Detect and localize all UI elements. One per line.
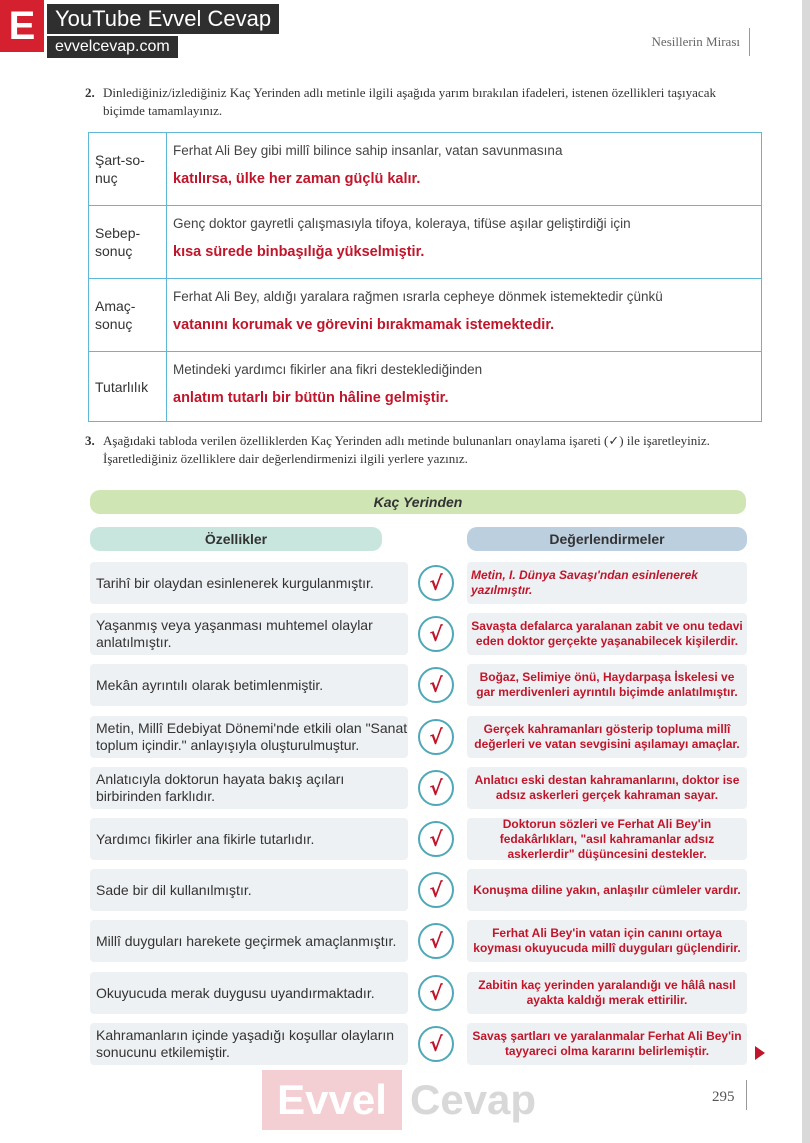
question-text-line1: Aşağıdaki tabloda verilen özelliklerden Kaç Yerinden adlı metinde bulunanları onaylama işareti (✓) ile işaretleyiniz. [103, 433, 710, 448]
row-answer: katılırsa, ülke her zaman güçlü kalır. [173, 171, 421, 187]
checkmark-glyph: √ [429, 878, 443, 902]
feature-cell: Mekân ayrıntılı olarak betimlenmiştir. [90, 664, 408, 706]
feature-cell: Kahramanların içinde yaşadığı koşullar olayların sonucunu etkilemiştir. [90, 1023, 408, 1065]
watermark-cevap: Cevap [410, 1076, 537, 1123]
checkmark-glyph: √ [429, 571, 443, 595]
evaluation-cell: Anlatıcı eski destan kahramanlarını, doktor ise adsız askerleri gerçek kahraman sayar. [467, 767, 747, 809]
checkmark-icon[interactable] [418, 719, 454, 755]
checkmark-glyph: √ [429, 725, 443, 749]
evaluation-cell: Boğaz, Selimiye önü, Haydarpaşa İskelesi ve gar merdivenleri ayrıntılı biçimde anlatılmıştır. [467, 664, 747, 706]
question-number: 3. [85, 433, 95, 448]
page-number: 295 [712, 1089, 735, 1105]
evaluation-cell: Ferhat Ali Bey'in vatan için canını ortaya koyması okuyucuda millî duyguları güçlendirir. [467, 920, 747, 962]
feature-cell: Metin, Millî Edebiyat Dönemi'nde etkili olan "Sanat toplum içindir." anlayışıyla oluşturulmuştur. [90, 716, 408, 758]
table-title-banner: Kaç Yerinden [90, 490, 746, 514]
checkmark-icon[interactable] [418, 923, 454, 959]
brand-logo: E [0, 0, 44, 52]
feature-cell: Anlatıcıyla doktorun hayata bakış açıları birbirinden farklıdır. [90, 767, 408, 809]
row-label [89, 352, 167, 421]
checkmark-icon[interactable] [418, 872, 454, 908]
evaluation-cell: Zabitin kaç yerinden yaralandığı ve hâlâ nasıl ayakta kaldığı merak ettirilir. [467, 972, 747, 1014]
evaluation-cell: Metin, I. Dünya Savaşı'ndan esinlenerek yazılmıştır. [467, 562, 747, 604]
next-page-arrow-icon[interactable] [755, 1046, 765, 1060]
header-divider [749, 28, 750, 56]
row-answer: kısa sürede binbaşılığa yükselmiştir. [173, 244, 425, 260]
question-text-line2: biçimde tamamlayınız. [103, 103, 223, 118]
question-text-line2: İşaretlediğiniz özelliklere dair değerlendirmenizi ilgili yerlere yazınız. [103, 451, 468, 466]
row-prompt: Ferhat Ali Bey, aldığı yaralara rağmen ısrarla cepheye dönmek istemektedir çünkü [173, 289, 663, 304]
checkmark-icon[interactable] [418, 770, 454, 806]
checkmark-icon[interactable] [418, 565, 454, 601]
features-column-header: Özellikler [90, 527, 382, 551]
checkmark-icon[interactable] [418, 1026, 454, 1062]
row-label [89, 206, 167, 278]
row-prompt: Ferhat Ali Bey gibi millî bilince sahip insanlar, vatan savunmasına [173, 143, 563, 158]
question-2 [85, 84, 750, 120]
feature-cell: Tarihî bir olaydan esinlenerek kurgulanmıştır. [90, 562, 408, 604]
row-prompt: Genç doktor gayretli çalışmasıyla tifoya, koleraya, tifüse aşılar geliştirdiği için [173, 216, 631, 231]
evaluation-cell: Konuşma diline yakın, anlaşılır cümleler vardır. [467, 869, 747, 911]
brand-url[interactable]: evvelcevap.com [47, 36, 178, 58]
row-answer: anlatım tutarlı bir bütün hâline gelmiştir. [173, 390, 449, 406]
evaluation-cell: Gerçek kahramanları gösterip topluma millî değerleri ve vatan sevgisini aşılamayı amaçlar. [467, 716, 747, 758]
evaluation-cell: Savaşta defalarca yaralanan zabit ve onu tedavi eden doktor gerçekte yaşanabilecek kişilerdir. [467, 613, 747, 655]
evaluation-cell: Savaş şartları ve yaralanmalar Ferhat Ali Bey'in tayyareci olma kararını belirlemiştir. [467, 1023, 747, 1065]
page-edge-strip [802, 0, 810, 1143]
row-answer: vatanını korumak ve görevini bırakmamak istemektedir. [173, 317, 555, 333]
evaluations-column-header: Değerlendirmeler [467, 527, 747, 551]
table-row [89, 205, 761, 278]
checkmark-glyph: √ [429, 827, 443, 851]
checkmark-icon[interactable] [418, 821, 454, 857]
question-text-line1: Dinlediğiniz/izlediğiniz Kaç Yerinden adlı metinle ilgili aşağıda yarım bırakılan ifadeleri, istenen özellikleri taşıyacak [103, 85, 716, 100]
checkmark-glyph: √ [429, 776, 443, 800]
feature-cell: Okuyucuda merak duygusu uyandırmaktadır. [90, 972, 408, 1014]
checkmark-glyph: √ [429, 929, 443, 953]
checkmark-glyph: √ [429, 673, 443, 697]
watermark-evvel: Evvel [262, 1070, 402, 1130]
feature-cell: Sade bir dil kullanılmıştır. [90, 869, 408, 911]
checkmark-glyph: √ [429, 622, 443, 646]
feature-cell: Yaşanmış veya yaşanması muhtemel olaylar anlatılmıştır. [90, 613, 408, 655]
row-label-text: Tutarlılık [95, 378, 149, 395]
row-label-text: Sebep- sonuç [95, 225, 141, 259]
feature-cell: Millî duyguları harekete geçirmek amaçlanmıştır. [90, 920, 408, 962]
table-row [89, 133, 761, 205]
question-number: 2. [85, 85, 95, 100]
table-row [89, 278, 761, 351]
checkmark-icon[interactable] [418, 975, 454, 1011]
feature-cell: Yardımcı fikirler ana fikirle tutarlıdır. [90, 818, 408, 860]
completion-table [88, 132, 762, 422]
checkmark-icon[interactable] [418, 667, 454, 703]
checkmark-glyph: √ [429, 981, 443, 1005]
row-label [89, 133, 167, 205]
running-head: Nesillerin Mirası [651, 34, 740, 49]
brand-title[interactable]: YouTube Evvel Cevap [47, 4, 279, 34]
row-label-text: Amaç- sonuç [95, 298, 136, 332]
row-prompt: Metindeki yardımcı fikirler ana fikri desteklediğinden [173, 362, 483, 377]
table-row [89, 351, 761, 421]
checkmark-icon[interactable] [418, 616, 454, 652]
row-label [89, 279, 167, 351]
question-3 [85, 432, 750, 468]
checkmark-glyph: √ [429, 1032, 443, 1056]
footer-divider [746, 1080, 747, 1110]
evaluation-cell: Doktorun sözleri ve Ferhat Ali Bey'in fedakârlıkları, "asıl kahramanlar adsız askerlerdir" düşüncesini destekler. [467, 818, 747, 860]
row-label-text: Şart-so- nuç [95, 152, 145, 186]
